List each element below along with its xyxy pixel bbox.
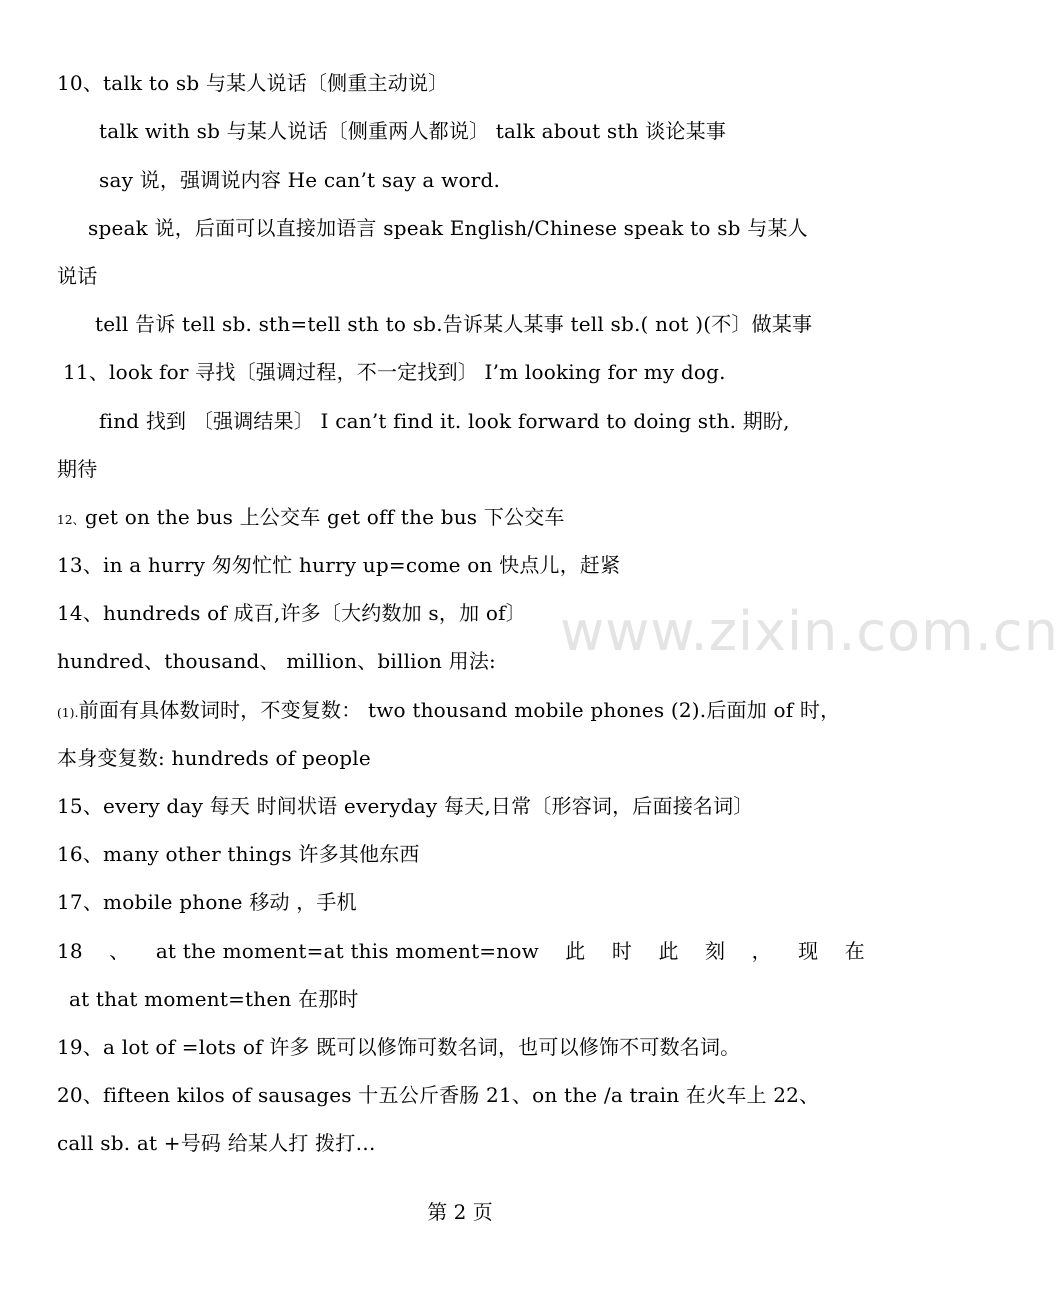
text-line-12 (57, 505, 565, 532)
justified-word: 现 (798, 939, 819, 963)
text-line-15: 15、every day 每天 时间状语 everyday 每天,日常〔形容词，后面接名词〕 (57, 794, 754, 818)
item-number-small: 12、 (57, 513, 85, 527)
text-line-18 (57, 939, 865, 963)
text-line-hundred-usage: hundred、thousand、 million、billion 用法: (57, 649, 496, 673)
text-line-16: 16、many other things 许多其他东西 (57, 842, 420, 866)
text-line-10: 10、talk to sb 与某人说话〔侧重主动说〕 (57, 71, 449, 95)
item-number-small: (1). (57, 706, 79, 720)
text-line-say: say 说，强调说内容 He can’t say a word. (99, 168, 500, 192)
text-line-talk-with: talk with sb 与某人说话〔侧重两人都说〕 talk about sth 谈论某事 (99, 119, 727, 143)
justified-word: ， (751, 939, 772, 963)
text-line-22-cont: call sb. at +号码 给某人打 拨打… (57, 1131, 376, 1155)
text-line-find: find 找到 〔强调结果〕 I can’t find it. look forward to doing sth. 期盼, (99, 409, 790, 433)
text-line-13: 13、in a hurry 匆匆忙忙 hurry up=come on 快点儿，赶紧 (57, 553, 621, 577)
item-text: get on the bus 上公交车 get off the bus 下公交车 (84, 505, 565, 529)
justified-word: 18 (57, 939, 83, 963)
text-line-speak-cont: 说话 (57, 264, 98, 288)
text-line-tell: tell 告诉 tell sb. sth=tell sth to sb.告诉某人某事 tell sb.( not )(不〕做某事 (95, 312, 813, 336)
text-line-11: 11、look for 寻找〔强调过程，不一定找到〕 I’m looking for my dog. (63, 360, 726, 384)
justified-word: at the moment=at this moment=now (155, 939, 539, 963)
text-line-19: 19、a lot of =lots of 许多 既可以修饰可数名词，也可以修饰不可数名词。 (57, 1035, 741, 1059)
item-text: 前面有具体数词时，不变复数： two thousand mobile phones (2).后面加 of 时， (78, 698, 841, 722)
justified-word: 此 (658, 939, 679, 963)
text-line-rule-2: 本身变复数: hundreds of people (57, 746, 371, 770)
watermark: www.zixin.com.cn (560, 600, 1059, 663)
text-line-find-cont: 期待 (57, 457, 98, 481)
text-line-speak: speak 说，后面可以直接加语言 speak English/Chinese speak to sb 与某人 (88, 216, 808, 240)
page-number: 第 2 页 (427, 1200, 493, 1224)
justified-word: 此 (565, 939, 586, 963)
justified-word: 刻 (705, 939, 726, 963)
justified-word: 在 (844, 939, 865, 963)
justified-word: 时 (611, 939, 633, 963)
text-line-14: 14、hundreds of 成百,许多〔大约数加 s，加 of〕 (57, 601, 526, 625)
text-line-18-cont: at that moment=then 在那时 (69, 987, 359, 1011)
text-line-20: 20、fifteen kilos of sausages 十五公斤香肠 21、on the /a train 在火车上 22、 (57, 1083, 820, 1107)
text-line-17: 17、mobile phone 移动 ，手机 (57, 890, 357, 914)
justified-word: 、 (109, 939, 130, 963)
text-line-rule-1 (57, 698, 840, 725)
